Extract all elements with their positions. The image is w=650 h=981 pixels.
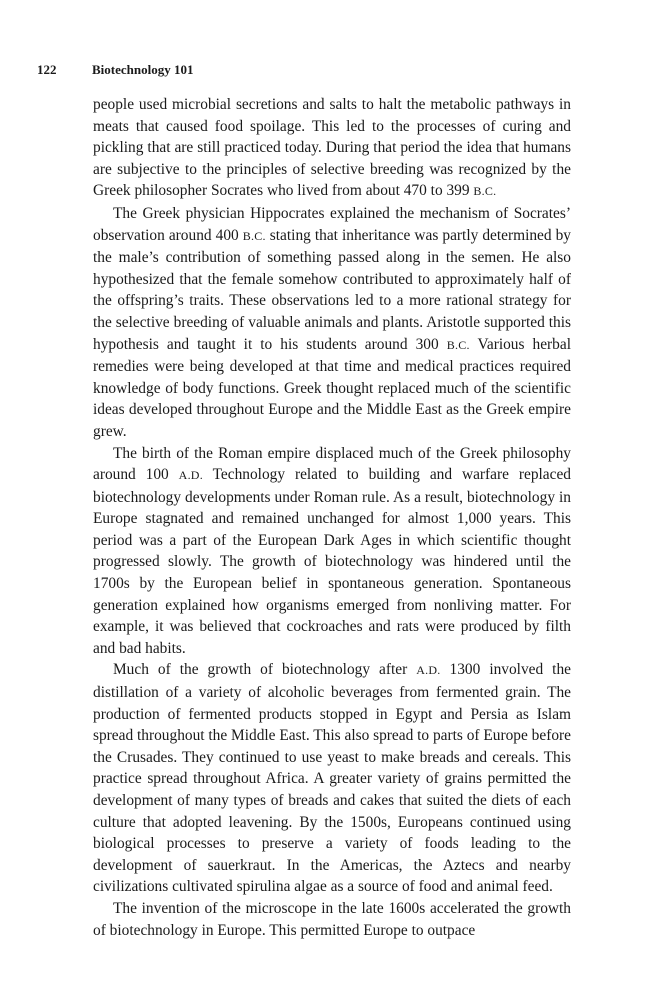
text-run: The Greek physician Hippocrates explained the mechanism of Socrates’ observation around 400 bbox=[93, 204, 571, 244]
body-text bbox=[93, 94, 571, 941]
era-abbreviation: B.C. bbox=[446, 337, 470, 352]
page-number: 122 bbox=[37, 62, 57, 77]
text-run: stating that inheritance was partly determined by the male’s contribution of something passed along in the semen. He also hypothesized that the female somehow contributed to approximately half of the offspring’s traits. These observations led to a more rational strategy for the selective breeding of valuable animals and plants. Aristotle supported this hypothesis and taught it to his students around 300 bbox=[93, 226, 572, 353]
text-run: The invention of the microscope in the late 1600s accelerated the growth of biotechnology in Europe. This permitted Europe to outpace bbox=[93, 899, 571, 939]
paragraph bbox=[93, 443, 571, 660]
paragraph bbox=[93, 659, 571, 898]
text-run: Much of the growth of biotechnology after bbox=[113, 661, 417, 679]
era-abbreviation: B.C. bbox=[242, 228, 266, 243]
text-run: The birth of the Roman empire displaced much of the Greek philosophy around 100 bbox=[93, 444, 571, 484]
text-run: people used microbial secretions and salts to halt the metabolic pathways in meats that caused food spoilage. This led to the processes of curing and pickling that are still practiced today. During that period the idea that humans are subjective to the principles of selective breeding was recognized by the Greek philosopher Socrates who lived from about 470 to 399 bbox=[93, 96, 571, 200]
paragraph bbox=[93, 898, 571, 941]
era-abbreviation: B.C. bbox=[473, 184, 497, 199]
era-abbreviation: A.D. bbox=[178, 468, 203, 483]
paragraph bbox=[93, 203, 571, 443]
text-run: Various herbal remedies were being developed at that time and medical practices required knowledge of body functions. Greek thought replaced much of the scientific ideas developed throughout Europe and the Middle East as the Greek empire grew. bbox=[93, 335, 571, 440]
text-run: 1300 involved the distillation of a variety of alcoholic beverages from fermented grain. The production of fermented products stopped in Egypt and Persia as Islam spread throughout the Middle East. This also spread to parts of Europe before the Crusades. They continued to use yeast to make breads and cereals. This practice spread throughout Africa. A greater variety of grains permitted the development of many types of breads and cakes that suited the diets of each culture that adopted leavening. By the 1500s, Europeans continued using biological processes to preserve a variety of foods leading to the development of sauerkraut. In the Americas, the Aztecs and nearby civilizations cultivated spirulina algae as a source of food and animal feed. bbox=[93, 661, 571, 896]
running-title: Biotechnology 101 bbox=[92, 62, 194, 77]
era-abbreviation: A.D. bbox=[416, 663, 441, 678]
text-run: Technology related to building and warfare replaced biotechnology developments under Roman rule. As a result, biotechnology in Europe stagnated and remained unchanged for almost 1,000 years. This period was a part of the European Dark Ages in which scientific thought progressed slowly. The growth of biotechnology was hindered until the 1700s by the European belief in spontaneous generation. Spontaneous generation explained how organisms emerged from nonliving matter. For example, it was believed that cockroaches and rats were produced by filth and bad habits. bbox=[93, 466, 571, 657]
paragraph bbox=[93, 94, 571, 203]
